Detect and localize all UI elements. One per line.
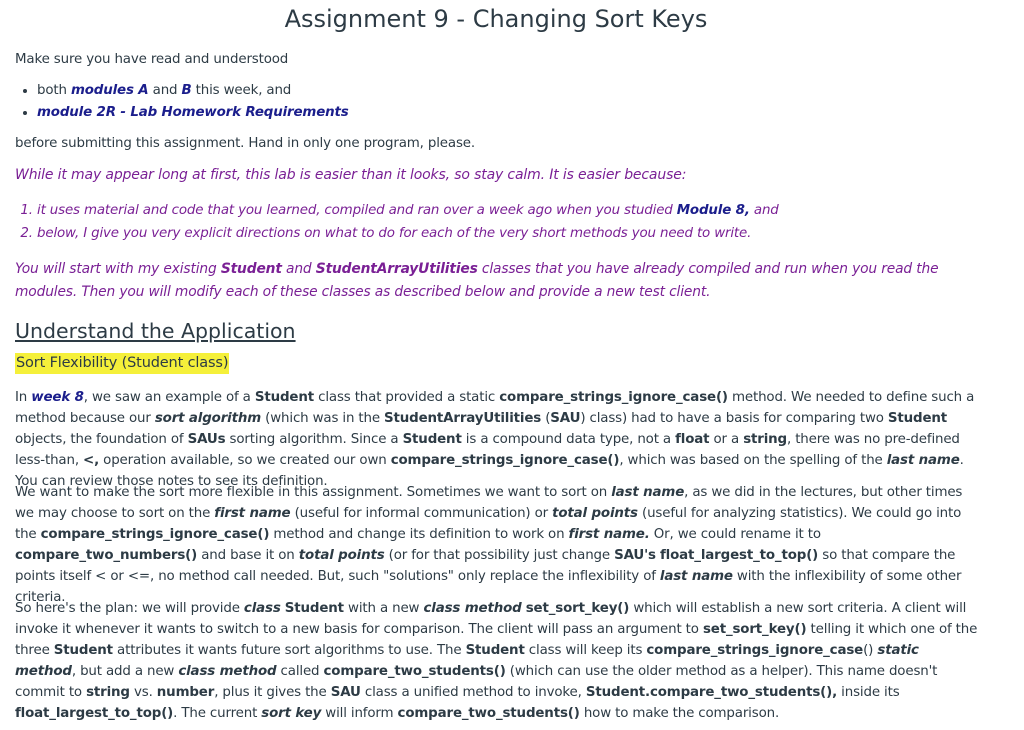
list-item: 2. below, I give you very explicit directions on what to do for each of the very short methods you need to write. bbox=[37, 222, 937, 245]
paragraph-week8: In week 8, we saw an example of a Student class that provided a static compare_strings_ignore_case() method. We needed to define such a method because our sort algorithm (which was in the StudentArrayUtilities (SAU) class) had to have a basis for comparing two Student objects, the foundation of SAUs sorting algorithm. Since a Student is a compound data type, not a float or a string, there was no pre-defined less-than, <, operation available, so we created our own compare_strings_ignore_case(), which was based on the spelling of the last name. You can review those notes to see its definition. bbox=[15, 390, 975, 489]
before-submit-text: before submitting this assignment. Hand in only one program, please. bbox=[15, 136, 475, 151]
module-8-link[interactable]: Module 8, bbox=[676, 203, 750, 218]
modules-a-link[interactable]: modules A bbox=[70, 83, 149, 98]
reasons-list bbox=[15, 199, 937, 245]
list-item: 1. it uses material and code that you learned, compiled and ran over a week ago when you studied Module 8, and bbox=[37, 199, 937, 222]
paragraph-plan: So here's the plan: we will provide class Student with a new class method set_sort_key() which will establish a new sort criteria. A client will invoke it whenever it wants to switch to a new basis for comparison. The client will pass an argument to set_sort_key() telling it which one of the three Student attributes it wants future sort algorithms to use. The Student class will keep its compare_strings_ignore_case() static method, but add a new class method called compare_two_students() (which can use the older method as a helper). This name doesn't commit to string vs. number, plus it gives the SAU class a unified method to invoke, Student.compare_two_students(), inside its float_largest_to_top(). The current sort key will inform compare_two_students() how to make the comparison. bbox=[15, 601, 978, 721]
module-b-link[interactable]: B bbox=[181, 83, 192, 98]
prerequisite-list bbox=[15, 80, 937, 123]
student-class-name: Student bbox=[220, 261, 282, 277]
easier-note: While it may appear long at first, this lab is easier than it looks, so stay calm. It is easier because: bbox=[15, 167, 687, 183]
page-title: Assignment 9 - Changing Sort Keys bbox=[284, 5, 708, 33]
sau-class-name: StudentArrayUtilities bbox=[315, 261, 478, 277]
intro-text: Make sure you have read and understood bbox=[15, 52, 289, 67]
highlighted-subheading: Sort Flexibility (Student class) bbox=[15, 353, 229, 374]
paragraph-flexibility: We want to make the sort more flexible in this assignment. Sometimes we want to sort on last name, as we did in the lectures, but other times we may choose to sort on the first name (useful for informal communication) or total points (useful for analyzing statistics). We could go into the compare_strings_ignore_case() method and change its definition to work on first name. Or, we could rename it to compare_two_numbers() and base it on total points (or for that possibility just change SAU's float_largest_to_top() so that compare the points itself < or <=, no method call needed. But, such "solutions" only replace the inflexibility of last name with the inflexibility of some other criteria. bbox=[15, 485, 963, 605]
list-item: • both modules A and B this week, and bbox=[37, 80, 937, 102]
start-paragraph: You will start with my existing Student and StudentArrayUtilities classes that you have already compiled and run when you read the modules. Then you will modify each of these classes as described below and provide a new test client. bbox=[15, 261, 939, 300]
list-item bbox=[37, 102, 937, 124]
module-2r-link[interactable]: module 2R - Lab Homework Requirements bbox=[37, 104, 349, 120]
week-8-link[interactable]: week 8 bbox=[31, 390, 84, 405]
section-heading: Understand the Application bbox=[15, 319, 296, 343]
